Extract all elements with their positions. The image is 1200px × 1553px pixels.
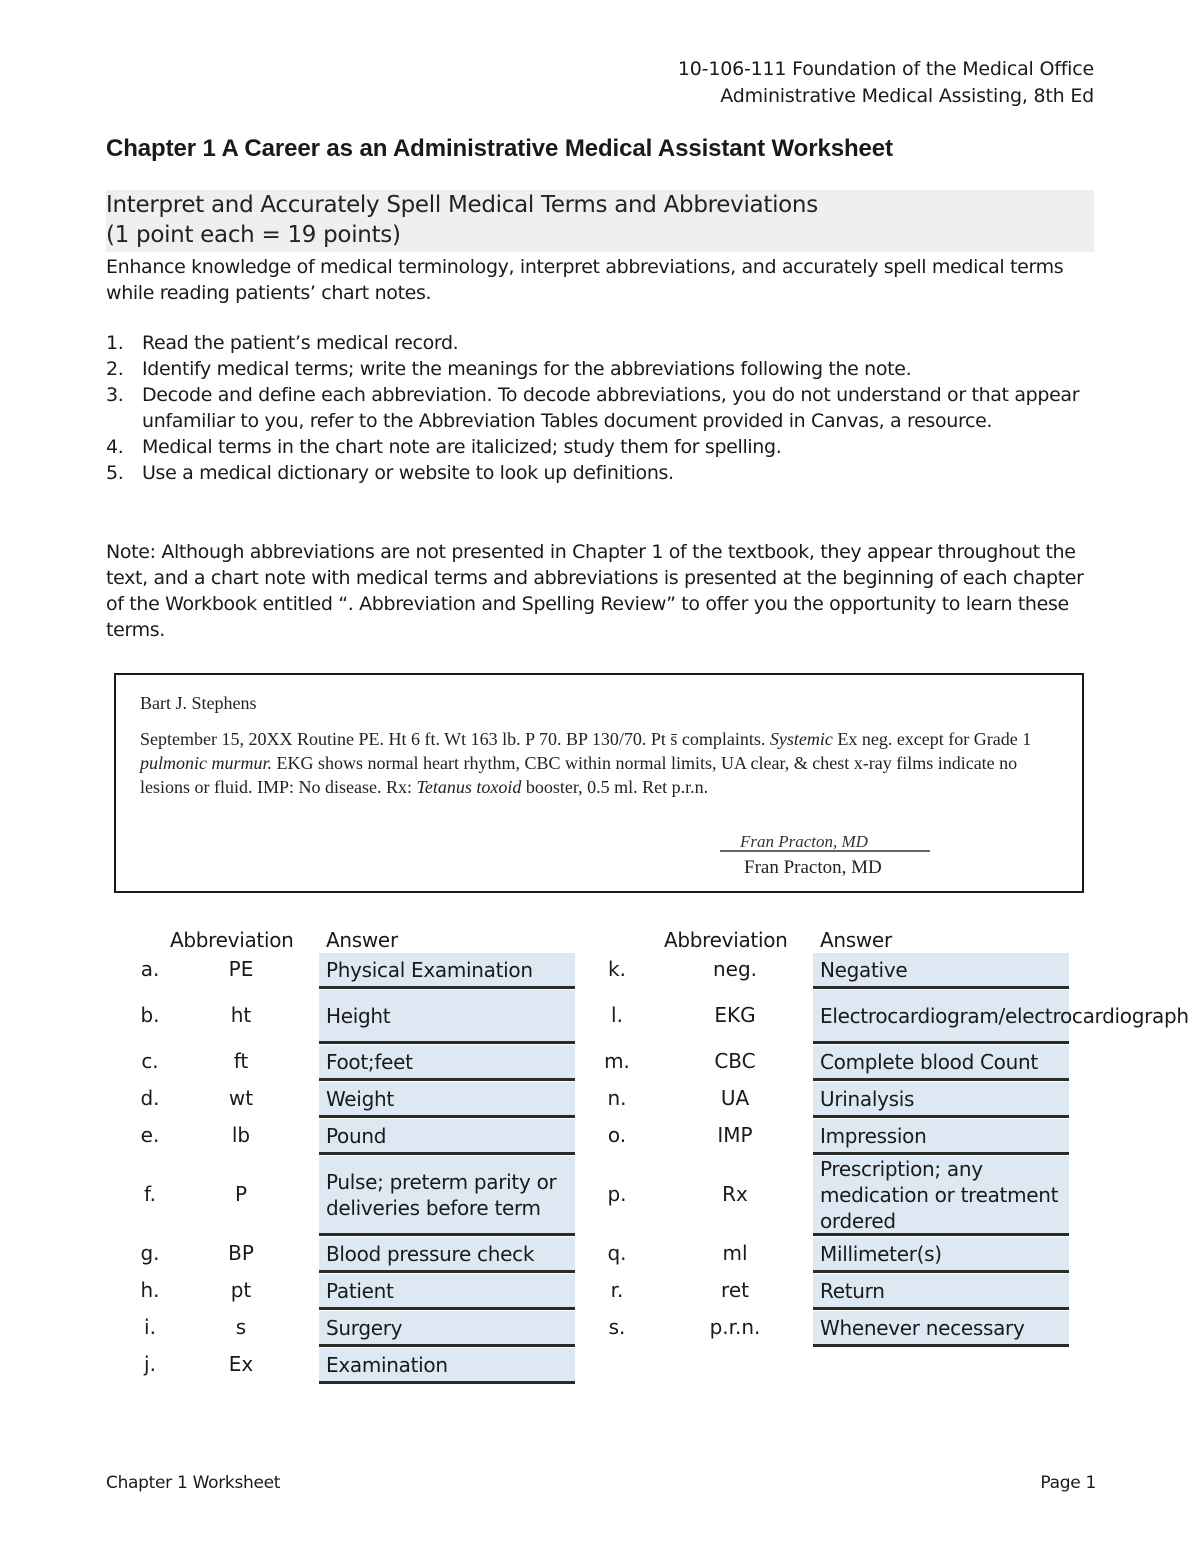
abbreviation-cell: ft [233,1049,249,1073]
row-letter: m. [604,1049,630,1073]
list-item [106,434,1096,460]
step-number: 5. [106,462,124,484]
section-heading-text: Interpret and Accurately Spell Medical Terms and Abbreviations [106,192,818,218]
abbreviation-cell: p.r.n. [709,1315,761,1339]
row-letter: s. [608,1315,626,1339]
chart-text: booster, 0.5 ml. Ret p.r.n. [521,777,709,797]
book-title: Administrative Medical Assisting, 8th Ed [720,85,1094,107]
row-letter: r. [610,1278,624,1302]
footer-label: Chapter 1 Worksheet [106,1473,281,1493]
abbreviation-cell: lb [231,1123,251,1147]
medical-term: pulmonic murmur. [140,753,273,773]
signature-image [720,827,932,857]
answer-field[interactable]: Patient [319,1274,575,1310]
abbreviation-cell: EKG [714,1003,756,1027]
row-letter: g. [140,1241,160,1265]
row-letter: b. [140,1003,160,1027]
note-paragraph: Note: Although abbreviations are not presented in Chapter 1 of the textbook, they appear throughout the text, and a chart note with medical terms and abbreviations is presented at the beginning of each chapter of the Workbook entitled “. Abbreviation and Spelling Review” to offer you the opportunity to learn these terms. [106,541,1084,641]
row-letter: d. [140,1086,160,1110]
abbreviation-cell: PE [228,957,254,981]
abbreviation-cell: pt [230,1278,252,1302]
answer-field[interactable]: Blood pressure check [319,1237,575,1273]
row-letter: f. [144,1182,156,1206]
answer-field[interactable]: Examination [319,1348,575,1384]
row-letter: j. [144,1352,156,1376]
answer-field[interactable]: Electrocardiogram/electrocardiograph [813,990,1069,1044]
step-number: 2. [106,358,124,380]
row-letter: k. [608,957,626,981]
chart-text: September 15, 20XX Routine PE. Ht 6 ft. Wt 163 lb. P 70. BP 130/70. Pt s̄ complaints. [140,729,770,749]
instruction-list [106,330,1096,486]
abbreviation-cell: ml [722,1241,748,1265]
row-letter: o. [607,1123,627,1147]
abbreviation-cell: wt [228,1086,254,1110]
answer-field[interactable]: Return [813,1274,1069,1310]
answer-field[interactable]: Millimeter(s) [813,1237,1069,1273]
answer-field[interactable]: Foot;feet [319,1045,575,1081]
abbreviation-cell: CBC [714,1049,756,1073]
list-item [106,460,1096,486]
abbreviation-cell: BP [228,1241,254,1265]
answer-field[interactable]: Prescription; any medication or treatment ordered [813,1156,1069,1236]
row-letter: l. [611,1003,623,1027]
page-number: Page 1 [1040,1473,1096,1493]
physician-name: Fran Practon, MD [744,857,882,878]
patient-name: Bart J. Stephens [140,693,257,713]
abbreviation-cell: UA [720,1086,750,1110]
answer-field[interactable]: Pulse; preterm parity or deliveries before term [319,1156,575,1236]
abbreviation-cell: Rx [722,1182,748,1206]
medical-term: Systemic [769,729,833,749]
intro-paragraph: Enhance knowledge of medical terminology, interpret abbreviations, and accurately spell medical terms while reading patients’ chart notes. [106,256,1064,304]
abbreviation-table [106,924,1189,1404]
abbreviation-cell: neg. [712,957,758,981]
step-number: 3. [106,384,124,406]
answer-field[interactable]: Whenever necessary [813,1311,1069,1347]
row-letter: a. [140,957,160,981]
step-text: Medical terms in the chart note are italicized; study them for spelling. [142,436,782,458]
step-number: 1. [106,332,124,354]
answer-field[interactable]: Pound [319,1119,575,1155]
abbreviation-cell: ret [721,1278,749,1302]
answer-column-header: Answer [326,928,398,952]
row-letter: n. [607,1086,627,1110]
signature-script: Fran Practon, MD [740,832,868,851]
step-text: Read the patient’s medical record. [142,332,459,354]
step-text: Identify medical terms; write the meanings for the abbreviations following the note. [142,358,912,380]
chart-text: Ex neg. except for Grade 1 [832,729,1032,749]
step-number: 4. [106,436,124,458]
course-title: 10-106-111 Foundation of the Medical Office [677,58,1094,80]
section-heading [106,190,1094,252]
answer-field[interactable]: Complete blood Count [813,1045,1069,1081]
row-letter: p. [607,1182,627,1206]
answer-field[interactable]: Weight [319,1082,575,1118]
row-letter: h. [140,1278,160,1302]
answer-field[interactable]: Physical Examination [319,953,575,989]
abbreviation-cell: IMP [717,1123,753,1147]
answer-field[interactable]: Surgery [319,1311,575,1347]
list-item [106,382,1096,434]
abbreviation-cell: s [235,1315,247,1339]
page-header [678,56,1094,110]
chart-note-box [114,673,1084,893]
row-letter: c. [141,1049,159,1073]
answer-field[interactable]: Height [319,990,575,1044]
answer-field[interactable]: Urinalysis [813,1082,1069,1118]
list-item [106,330,1096,356]
worksheet-title: Chapter 1 A Career as an Administrative Medical Assistant Worksheet [106,135,893,162]
step-text: Decode and define each abbreviation. To decode abbreviations, you do not understand or that appear unfamiliar to you, refer to the Abbreviation Tables document provided in Canvas, a resource. [142,384,1080,432]
medical-term: Tetanus toxoid [416,777,522,797]
points-text: (1 point each = 19 points) [106,222,401,248]
abbreviation-cell: ht [230,1003,252,1027]
list-item [106,356,1096,382]
row-letter: e. [140,1123,160,1147]
answer-field[interactable]: Impression [813,1119,1069,1155]
row-letter: q. [607,1241,627,1265]
step-text: Use a medical dictionary or website to look up definitions. [142,462,674,484]
answer-column-header: Answer [820,928,892,952]
answer-field[interactable]: Negative [813,953,1069,989]
abbreviation-cell: Ex [228,1352,254,1376]
row-letter: i. [144,1315,156,1339]
chart-text: EKG shows normal heart rhythm, CBC within normal limits, UA clear, & chest x-ray films indicate no lesions or fluid. IMP: No disease. Rx: [140,753,1018,797]
chart-note-text [140,727,1060,799]
abbreviation-column-header: Abbreviation [664,928,788,952]
abbreviation-cell: P [234,1182,248,1206]
abbreviation-column-header: Abbreviation [170,928,294,952]
